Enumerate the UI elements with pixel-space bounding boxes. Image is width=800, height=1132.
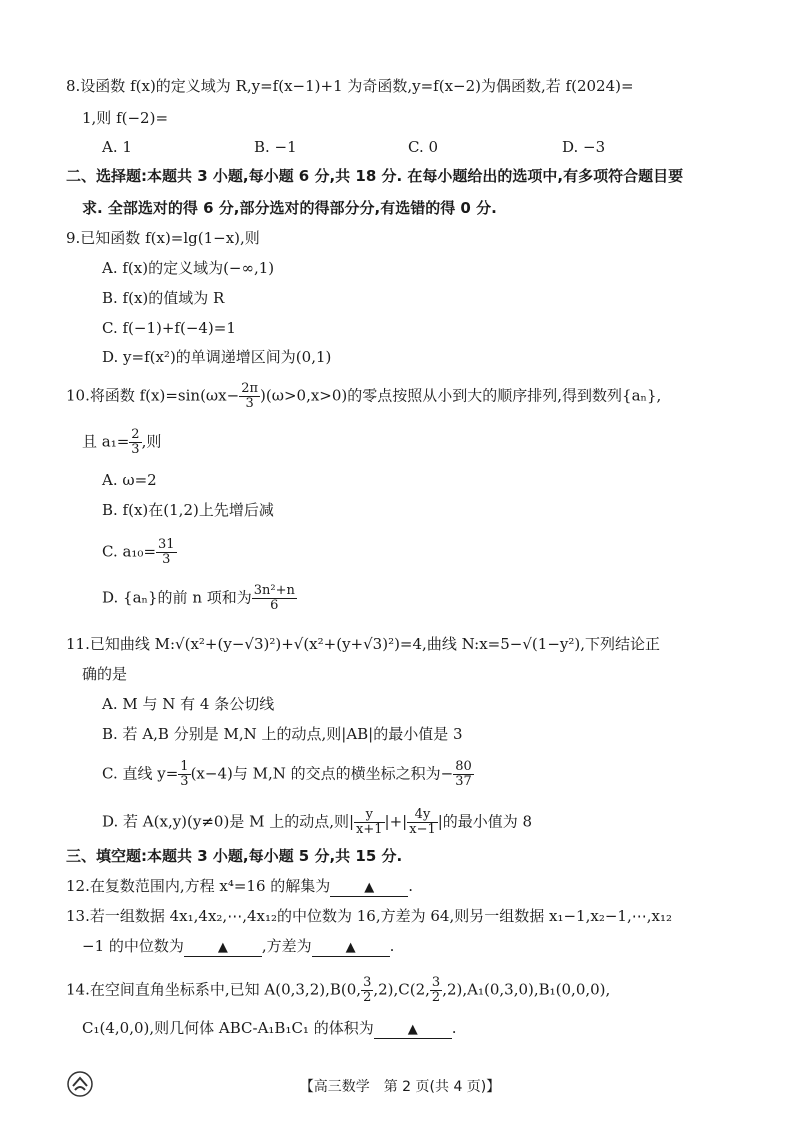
q14-c: ,2),A₁(0,3,0),B₁(0,0,0),	[442, 980, 611, 999]
q10-frac2	[129, 428, 141, 457]
triangle-icon: ▲	[407, 1022, 418, 1037]
q11-optc-a: C. 直线 y=	[102, 764, 179, 783]
q14-line2-b: .	[451, 1019, 457, 1037]
q11-optd-d2: x−1	[409, 822, 436, 837]
q10-optc-num: 31	[158, 537, 175, 552]
q10-optd-num: 3n²+n	[253, 583, 295, 598]
q10-stem-b: )(ω>0,x>0)的零点按照从小到大的顺序排列,得到数列{aₙ},	[260, 386, 662, 405]
q10-optd-den: 6	[270, 598, 279, 613]
q10-optd-a: D. {aₙ}的前 n 项和为	[102, 588, 252, 607]
q14-frac2	[430, 976, 442, 1005]
q11-optd-frac2	[407, 808, 438, 837]
q10-option-c	[102, 538, 177, 567]
q14-n2: 3	[431, 975, 441, 990]
q11-optd-n1: y	[354, 808, 385, 823]
q13-line2	[82, 936, 394, 957]
q10-option-a: A. ω=2	[102, 471, 157, 489]
q11-optd-a: D. 若 A(x,y)(y≠0)是 M 上的动点,则|	[102, 812, 355, 831]
q14-d2: 2	[431, 990, 441, 1005]
q8-option-d: D. −3	[562, 138, 606, 156]
page-footer: 【高三数学 第 2 页(共 4 页)】	[299, 1079, 501, 1095]
q12-period: .	[408, 877, 414, 895]
q14-line2	[82, 1018, 457, 1039]
q11-optd-n2: 4y	[407, 808, 438, 823]
q14-volume-blank[interactable]	[374, 1020, 452, 1039]
q10-option-d	[102, 584, 297, 613]
q11-optc-d1: 3	[180, 774, 189, 789]
q10-line2-b: ,则	[141, 432, 162, 451]
triangle-icon: ▲	[217, 940, 228, 955]
q11-optc-n1: 1	[180, 759, 189, 774]
q14-a: 14.在空间直角坐标系中,已知 A(0,3,2),B(0,	[66, 980, 362, 999]
q10-optc-den: 3	[162, 552, 171, 567]
q11-optc-frac2	[453, 760, 474, 789]
q13-line2-c: .	[389, 937, 395, 955]
q13-line2-a: −1 的中位数为	[82, 937, 184, 955]
q10-frac2-den: 3	[131, 442, 140, 457]
q12-text: 12.在复数范围内,方程 x⁴=16 的解集为	[66, 877, 331, 895]
q10-optc-frac	[156, 538, 177, 567]
q13-line2-b: ,方差为	[261, 937, 312, 955]
q10-line2	[82, 428, 161, 457]
q11-line2: 确的是	[82, 665, 128, 683]
q11-optd-c: |的最小值为 8	[437, 812, 533, 831]
q9-option-d: D. y=f(x²)的单调递增区间为(0,1)	[102, 348, 332, 366]
q8-line2: 1,则 f(−2)=	[82, 109, 169, 127]
triangle-icon: ▲	[364, 880, 375, 895]
q10-frac1-den: 3	[245, 396, 254, 411]
q9-option-b: B. f(x)的值域为 R	[102, 289, 225, 307]
q11-optc-d2: 37	[455, 774, 472, 789]
q12-line	[66, 876, 413, 897]
q8-option-c: C. 0	[408, 138, 439, 156]
q10-line1	[66, 382, 661, 411]
q11-option-a: A. M 与 N 有 4 条公切线	[102, 695, 275, 713]
q8-line1: 8.设函数 f(x)的定义域为 R,y=f(x−1)+1 为奇函数,y=f(x−2)为偶函数,若 f(2024)=	[66, 77, 634, 95]
q13-line1: 13.若一组数据 4x₁,4x₂,⋯,4x₁₂的中位数为 16,方差为 64,则另一组数据 x₁−1,x₂−1,⋯,x₁₂	[66, 907, 672, 925]
q9-option-c: C. f(−1)+f(−4)=1	[102, 319, 236, 337]
q11-optd-frac1	[354, 808, 385, 837]
q9-option-a: A. f(x)的定义域为(−∞,1)	[102, 259, 275, 277]
q11-optc-frac1	[178, 760, 190, 789]
q11-option-d	[102, 808, 532, 837]
q11-option-b: B. 若 A,B 分别是 M,N 上的动点,则|AB|的最小值是 3	[102, 725, 463, 743]
q8-option-a: A. 1	[102, 138, 132, 156]
q10-line2-a: 且 a₁=	[82, 432, 130, 451]
triangle-icon: ▲	[345, 940, 356, 955]
q11-option-c	[102, 760, 474, 789]
section2-line2: 求. 全部选对的得 6 分,部分选对的得部分分,有选错的得 0 分.	[82, 199, 497, 217]
q13-variance-blank[interactable]	[312, 938, 390, 957]
q10-frac2-num: 2	[131, 427, 140, 442]
q14-n1: 3	[363, 975, 372, 990]
q11-optc-n2: 80	[455, 759, 472, 774]
q10-optd-frac	[252, 584, 297, 613]
q10-frac1	[239, 382, 260, 411]
q14-line1	[66, 976, 610, 1005]
q10-stem-a: 10.将函数 f(x)=sin(ωx−	[66, 386, 240, 405]
q11-line1: 11.已知曲线 M:√(x²+(y−√3)²)+√(x²+(y+√3)²)=4,曲线 N:x=5−√(1−y²),下列结论正	[66, 635, 660, 653]
q8-option-b: B. −1	[254, 138, 297, 156]
section3-heading: 三、填空题:本题共 3 小题,每小题 5 分,共 15 分.	[66, 847, 403, 865]
q9-stem: 9.已知函数 f(x)=lg(1−x),则	[66, 229, 260, 247]
q10-option-b: B. f(x)在(1,2)上先增后减	[102, 501, 274, 519]
q14-line2-a: C₁(4,0,0),则几何体 ABC-A₁B₁C₁ 的体积为	[82, 1019, 374, 1037]
q13-median-blank[interactable]	[184, 938, 262, 957]
q11-optd-b: |+|	[384, 812, 408, 831]
q14-d1: 2	[363, 990, 372, 1005]
section2-line1: 二、选择题:本题共 3 小题,每小题 6 分,共 18 分. 在每小题给出的选项中,有多项符合题目要	[66, 167, 684, 185]
q12-answer-blank[interactable]	[330, 878, 408, 897]
q10-frac1-num: 2π	[241, 381, 259, 396]
q11-optc-b: (x−4)与 M,N 的交点的横坐标之积为−	[190, 764, 454, 783]
q14-frac1	[361, 976, 373, 1005]
q11-optd-d1: x+1	[356, 822, 383, 837]
q10-optc-a: C. a₁₀=	[102, 542, 157, 561]
q14-b: ,2),C(2,	[373, 980, 430, 999]
